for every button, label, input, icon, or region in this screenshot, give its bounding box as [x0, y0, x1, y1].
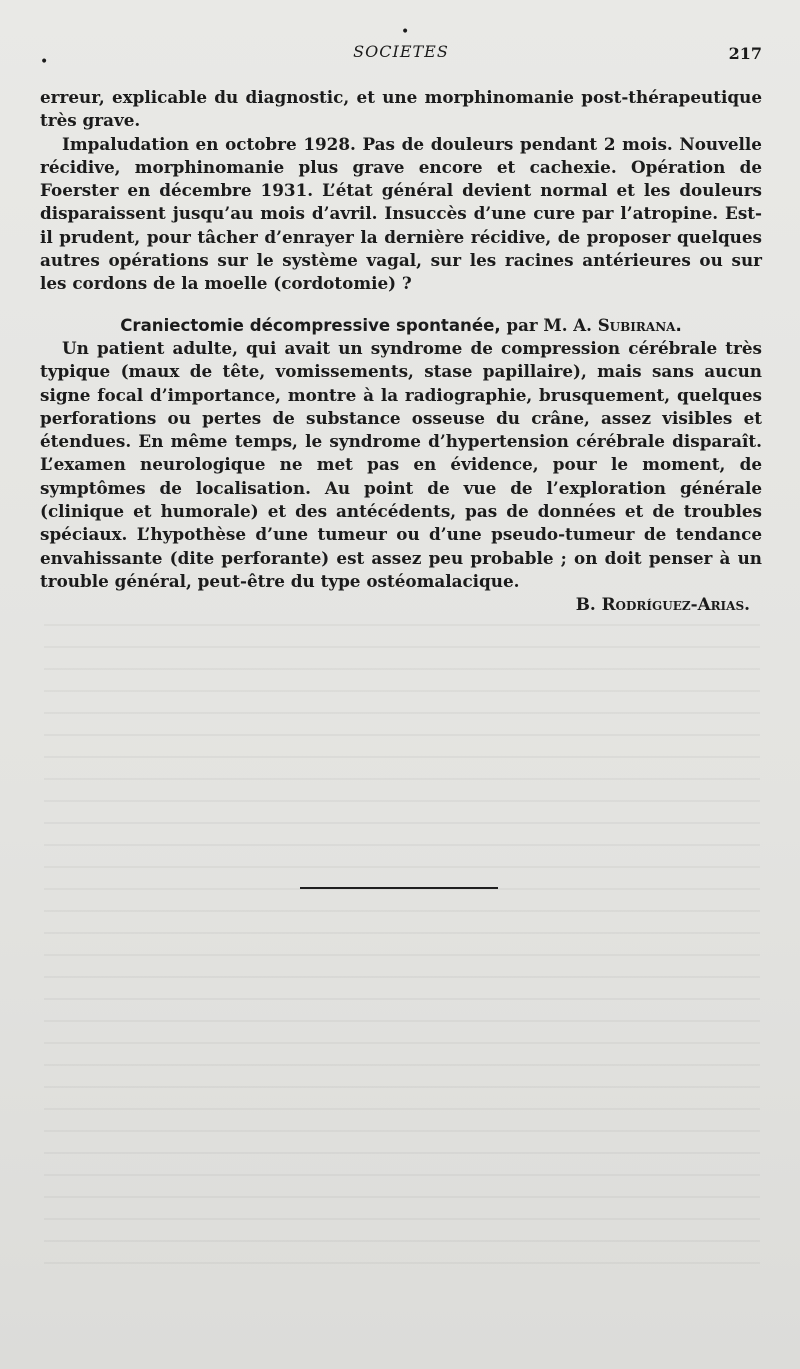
signature-initial: B.: [575, 594, 602, 615]
section-heading: [40, 314, 762, 337]
section-by: par M. A.: [500, 314, 598, 335]
section-title: Craniectomie décompressive spontanée,: [120, 315, 501, 335]
paragraph-continuation: erreur, explicable du diagnostic, et une morphinomanie post-thérapeutique très grave.: [40, 87, 762, 131]
bullet-mark-left: •: [40, 54, 49, 70]
section-author: Subirana: [597, 314, 676, 335]
article-body: [40, 86, 762, 617]
section-end-rule: [300, 887, 498, 889]
section-gap: [40, 296, 762, 314]
signature: [40, 593, 762, 616]
page-header: [40, 24, 762, 72]
bleed-through-texture: [44, 610, 760, 1270]
running-title: SOCIETES: [353, 42, 449, 61]
bullet-mark-top: •: [401, 24, 410, 40]
section-author-suffix: .: [675, 315, 682, 335]
signature-suffix: .: [744, 594, 750, 615]
page-number: 217: [728, 44, 762, 63]
paragraph-case-history: Impaludation en octobre 1928. Pas de douleurs pendant 2 mois. Nouvelle récidive, morphinomanie plus grave encore et cachexie. Opération de Foerster en décembre 1931. L’état général devient normal et les douleurs disparaissent jusqu’au mois d’avril. Insuccès d’une cure par l’atropine. Est-il prudent, pour tâcher d’enrayer la dernière récidive, de proposer quelques autres opérations sur le système vagal, sur les racines antérieures ou sur les cordons de la moelle (cordotomie) ?: [40, 133, 762, 294]
paragraph-case-report: Un patient adulte, qui avait un syndrome de compression cérébrale très typique (maux de tête, vomissements, stase papillaire), mais sans aucun signe focal d’importance, montre à la radiographie, brusquement, quelques perforations ou pertes de substance osseuse du crâne, assez visibles et étendues. En même temps, le syndrome d’hypertension cérébrale disparaît. L’examen neurologique ne met pas en évidence, pour le moment, de symptômes de localisation. Au point de vue de l’exploration générale (clinique et humorale) et des antécédents, pas de données et de troubles spéciaux. L’hypothèse d’une tumeur ou d’une pseudo-tumeur de tendance envahissante (dite perforante) est assez peu probable ; on doit penser à un trouble général, peut-être du type ostéomalacique.: [40, 337, 762, 591]
signature-name: Rodríguez-Arias: [601, 594, 745, 615]
